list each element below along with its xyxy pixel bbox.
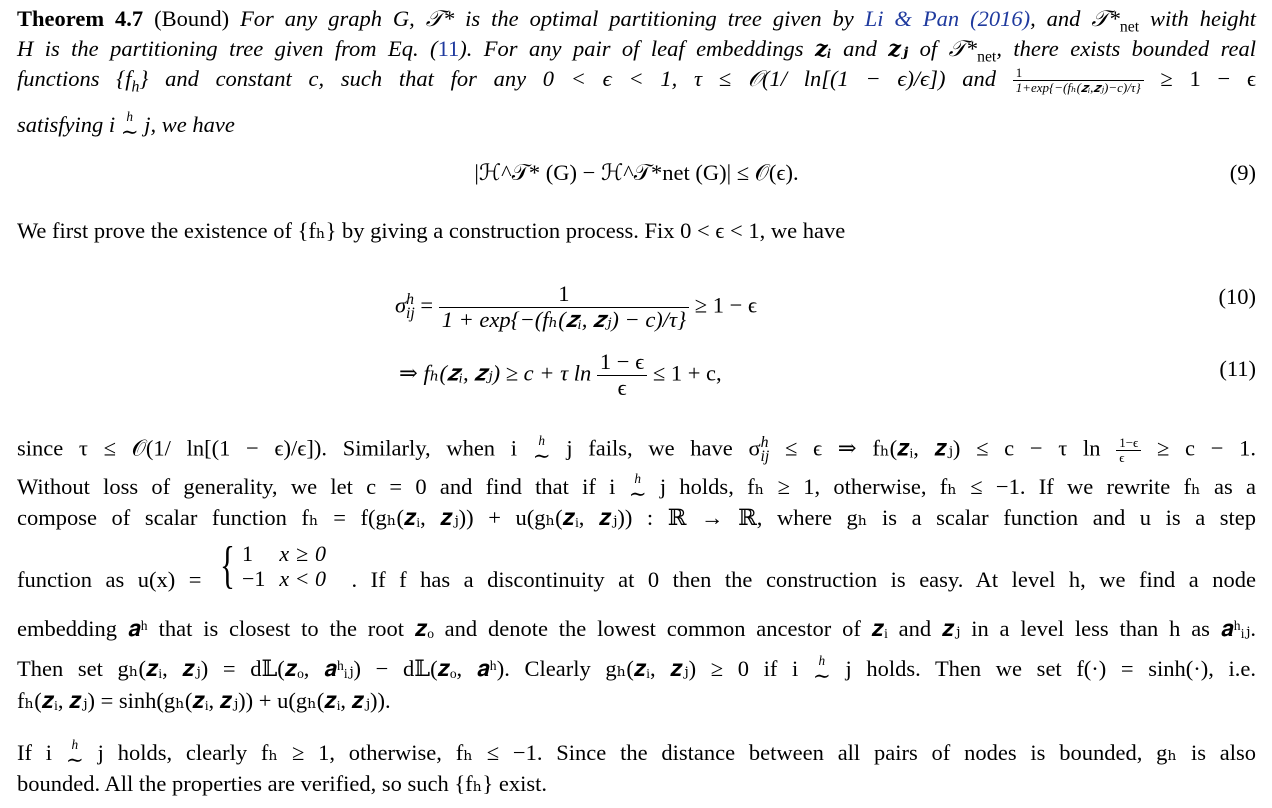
- z-j-symbol: 𝒛ⱼ: [888, 36, 909, 61]
- sigma-symbol: σ: [395, 292, 407, 318]
- paragraph-3-text: If i: [17, 740, 53, 765]
- paragraph-2-text: Then set gₕ(𝒛ᵢ, 𝒛ⱼ) = d𝕃(𝒛ₒ, 𝒂ʰᵢⱼ) − d𝕃(𝒛ₒ, 𝒂ʰ). Clearly gₕ(𝒛ᵢ, 𝒛ⱼ) ≥ 0 if i: [17, 656, 799, 681]
- case-2-value: −1: [241, 566, 266, 591]
- paragraph-2-line-1: since τ ≤ 𝒪(1/ ln[(1 − ϵ)/ϵ]). Similarly, when i h ∼ j fails, we have $\sigma^h_{ij} \le \epsilon$ ⇒ fₕ(𝒛ᵢ, 𝒛ⱼ) ≤ c − τ ln $\frac{1-\epsilon}{\epsilon}$ ≥ c − 1.: [17, 432, 1256, 468]
- h-sim-symbol: h ∼: [120, 109, 139, 145]
- paragraph-2-text: embedding 𝒂ʰ that is closest to the root 𝒛ₒ and denote the lowest common ancestor of 𝒛ᵢ and 𝒛ⱼ in a level less than h as 𝒂ʰᵢⱼ.: [17, 616, 1256, 641]
- equation-11-rhs: ≤ 1 + c,: [652, 360, 722, 386]
- equation-10-fraction: [439, 282, 689, 333]
- theorem-text: ). For any pair of leaf embeddings: [459, 36, 804, 61]
- theorem-text: , there exists bounded real: [996, 36, 1257, 61]
- net-subscript: net: [977, 48, 997, 66]
- theorem-text: For any graph G, 𝒯* is the optimal partitioning tree given by: [240, 6, 854, 31]
- equation-11-fraction: [597, 350, 647, 401]
- equation-9-body: |ℋ^𝒯* (G) − ℋ^𝒯*net (G)| ≤ 𝒪(ϵ).: [474, 160, 799, 185]
- paragraph-2-text: . If f has a discontinuity at 0 then the construction is easy. At level h, we find a node: [351, 567, 1257, 593]
- condition-fraction: [1013, 66, 1144, 96]
- fraction-denominator: 1+exp{−(fₕ(𝒛ᵢ,𝒛ⱼ)−c)/τ}: [1015, 80, 1141, 96]
- paragraph-2-text: j holds, fₕ ≥ 1, otherwise, fₕ ≤ −1. If we rewrite fₕ as a: [659, 474, 1256, 499]
- h-sim-symbol: h ∼: [628, 471, 647, 507]
- theorem-text: ≥ 1 − ϵ: [1160, 66, 1257, 91]
- paragraph-1-text: We first prove the existence of {fₕ} by giving a construction process. Fix 0 < ϵ < 1, we have: [17, 218, 846, 243]
- paragraph-2-line-4: [17, 537, 1257, 602]
- theorem-text: functions {f: [17, 66, 132, 91]
- fraction-denominator: ϵ: [617, 374, 627, 400]
- paragraph-1: [17, 216, 1256, 246]
- fraction-numerator: 1 − ϵ: [597, 350, 647, 376]
- paragraph-3-text: j holds, clearly fₕ ≥ 1, otherwise, fₕ ≤ −1. Since the distance between all pairs of nodes is bounded, gₕ is also: [97, 740, 1257, 765]
- fraction-numerator: 1: [1013, 66, 1144, 81]
- case-2-condition: x < 0: [279, 566, 326, 591]
- h-sim-symbol: h ∼: [65, 737, 84, 773]
- net-subscript: net: [1119, 18, 1140, 36]
- theorem-text: } and constant c, such that for any 0 < ϵ < 1, τ ≤ 𝒪(1/ ln[(1 − ϵ)/ϵ]) and: [139, 66, 996, 91]
- theorem-text: satisfying i: [17, 112, 116, 137]
- theorem-label: Theorem 4.7: [17, 6, 144, 31]
- theorem-text: H is the partitioning tree given from Eq. (: [17, 36, 438, 61]
- paragraph-2-text: Without loss of generality, we let c = 0 and find that if i: [17, 474, 616, 499]
- paragraph-2-text: since τ ≤ 𝒪(1/ ln[(1 − ϵ)/ϵ]). Similarly, when i: [17, 435, 518, 461]
- piecewise-cases: { 1 x ≥ 0 −1 x < 0: [215, 540, 338, 592]
- citation-link[interactable]: Li & Pan (2016): [864, 6, 1031, 31]
- paragraph-2-text: ≥ c − 1.: [1156, 435, 1256, 461]
- equation-9: [17, 158, 1256, 198]
- paragraph-2-text: ≤ ϵ ⇒ fₕ(𝒛ᵢ, 𝒛ⱼ) ≤ c − τ ln: [784, 435, 1101, 461]
- paragraph-2-line-5: [17, 614, 1256, 644]
- paragraph-2-text: fₕ(𝒛ᵢ, 𝒛ⱼ) = sinh(gₕ(𝒛ᵢ, 𝒛ⱼ)) + u(gₕ(𝒛ᵢ, 𝒛ⱼ)).: [17, 688, 391, 713]
- theorem-text: with height: [1150, 6, 1256, 31]
- fraction-numerator: 1: [439, 282, 689, 308]
- paragraph-2-text: compose of scalar function fₕ = f(gₕ(𝒛ᵢ, 𝒛ⱼ)) + u(gₕ(𝒛ᵢ, 𝒛ⱼ)) : ℝ → ℝ, where gₕ is a scalar function and u is a step: [17, 505, 1256, 530]
- equation-10-number: (10): [1218, 284, 1256, 309]
- theorem-text: j, we have: [144, 112, 235, 137]
- case-1-value: 1: [241, 541, 253, 566]
- theorem-name: (Bound): [154, 6, 230, 31]
- equation-11: [17, 340, 1256, 400]
- paragraph-2-text: j holds. Then we set f(·) = sinh(·), i.e.: [845, 656, 1256, 681]
- equation-ref-link[interactable]: 11: [437, 36, 460, 61]
- theorem-text: and: [843, 36, 877, 61]
- paragraph-3-text: bounded. All the properties are verified, so such {fₕ} exist.: [17, 771, 547, 796]
- paragraph-2-line-7: [17, 686, 1256, 716]
- equation-11-number: (11): [1219, 356, 1256, 381]
- case-1-condition: x ≥ 0: [279, 541, 326, 566]
- equation-9-number: (9): [1229, 160, 1256, 185]
- equation-11-lhs: ⇒ fₕ(𝒛ᵢ, 𝒛ⱼ) ≥ c + τ ln: [399, 360, 592, 386]
- theorem-text: of 𝒯*: [919, 36, 978, 61]
- z-i-symbol: 𝒛ᵢ: [815, 36, 832, 61]
- paragraph-2-line-3: [17, 503, 1256, 533]
- paragraph-2-line-2: [17, 471, 1256, 507]
- equation-10: $\sigma^h_{ij}$ = $\frac{1}{\text{1 + exp\{−(fₕ(𝒛ᵢ, 𝒛ⱼ) − c)/τ\}}}$ ≥ 1 − ϵ (10): [395, 281, 1256, 332]
- h-sim-symbol: h ∼: [812, 653, 831, 689]
- inline-fraction: $\frac{1-\epsilon}{\epsilon}$: [1116, 436, 1141, 466]
- theorem-line-3: functions $\{f_h\}$ and constant c, such that for any 0 < ϵ < 1, τ ≤ 𝒪(1/ ln[(1 − ϵ)/ϵ]) and $\frac{1}{\text{1+exp\{−(fₕ(𝒛ᵢ,𝒛ⱼ)−c)/τ\}}}$ ≥ 1 − ϵ: [17, 65, 1257, 96]
- paragraph-2-line-6: [17, 653, 1256, 689]
- paragraph-2-text: j fails, we have σ: [566, 435, 761, 461]
- equation-10-rhs: ≥ 1 − ϵ: [694, 292, 758, 318]
- theorem-text: , and 𝒯*: [1030, 6, 1120, 31]
- paragraph-3-line-2: [17, 769, 1256, 799]
- theorem-line-4: [17, 109, 1256, 145]
- paragraph-3-line-1: [17, 737, 1257, 773]
- h-sim-symbol: h ∼: [532, 432, 551, 468]
- paragraph-2-text: function as u(x) =: [17, 567, 202, 593]
- fraction-denominator: 1 + exp{−(fₕ(𝒛ᵢ, 𝒛ⱼ) − c)/τ}: [441, 306, 687, 332]
